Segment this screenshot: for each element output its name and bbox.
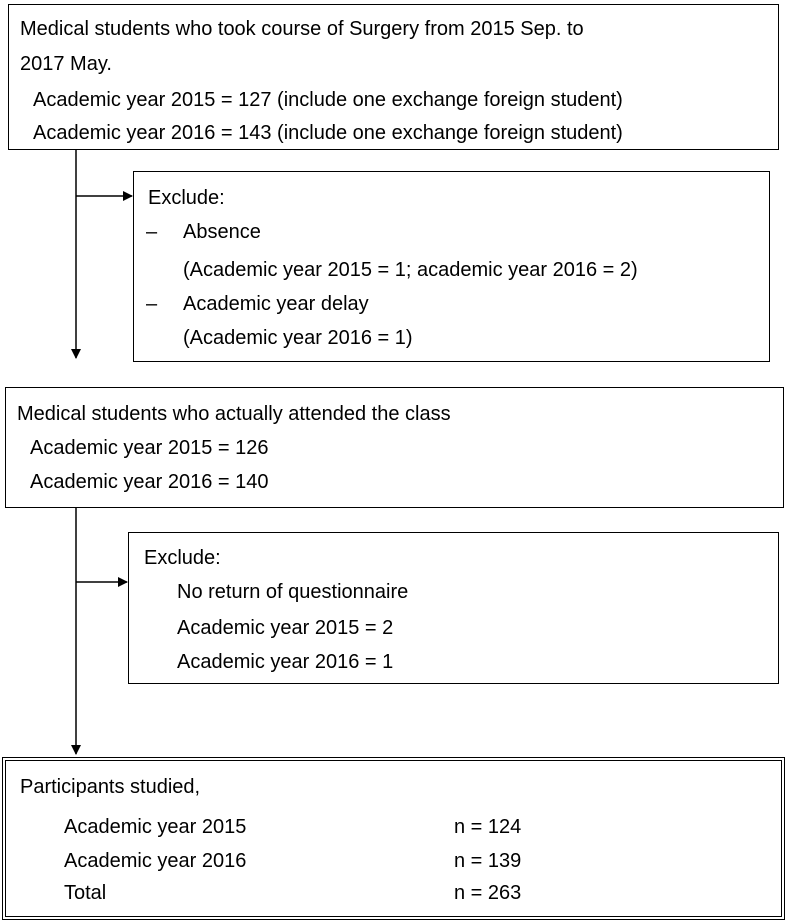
exclusion-delay: Academic year delay: [183, 293, 369, 315]
enrolled-2016: Academic year 2016 = 143 (include one exchange foreign student): [33, 122, 623, 144]
attended-title: Medical students who actually attended the class: [17, 403, 451, 425]
exclusion-1-dash-2: –: [146, 293, 158, 315]
participants-2016-value: n = 139: [454, 850, 522, 872]
enrolled-title-line1: Medical students who took course of Surgery from 2015 Sep. to: [20, 18, 584, 40]
exclusion-absence-detail: (Academic year 2015 = 1; academic year 2016 = 2): [183, 259, 638, 281]
attended-2016: Academic year 2016 = 140: [30, 471, 269, 493]
participants-total-label: Total: [64, 882, 107, 904]
participants-2016-label: Academic year 2016: [64, 850, 247, 872]
exclusion-delay-detail: (Academic year 2016 = 1): [183, 327, 413, 349]
exclusion-1-title: Exclude:: [148, 187, 225, 209]
attended-students-box: [5, 387, 784, 508]
participants-box: [2, 757, 785, 920]
exclusion-box-1: [133, 171, 770, 362]
enrolled-title-line2: 2017 May.: [20, 53, 112, 75]
exclusion-absence: Absence: [183, 221, 261, 243]
exclusion-1-dash-1: –: [146, 221, 158, 243]
participants-title: Participants studied,: [20, 776, 201, 798]
enrolled-students-box: [8, 4, 779, 150]
participants-2015-value: n = 124: [454, 816, 522, 838]
exclusion-box-2: [128, 532, 779, 684]
exclusion-no-return: No return of questionnaire: [177, 581, 409, 603]
participants-total-value: n = 263: [454, 882, 522, 904]
attended-2015: Academic year 2015 = 126: [30, 437, 269, 459]
exclusion-2-2016: Academic year 2016 = 1: [177, 651, 394, 673]
exclusion-2-2015: Academic year 2015 = 2: [177, 617, 394, 639]
exclusion-2-title: Exclude:: [144, 547, 221, 569]
enrolled-2015: Academic year 2015 = 127 (include one exchange foreign student): [33, 89, 623, 111]
participants-2015-label: Academic year 2015: [64, 816, 247, 838]
